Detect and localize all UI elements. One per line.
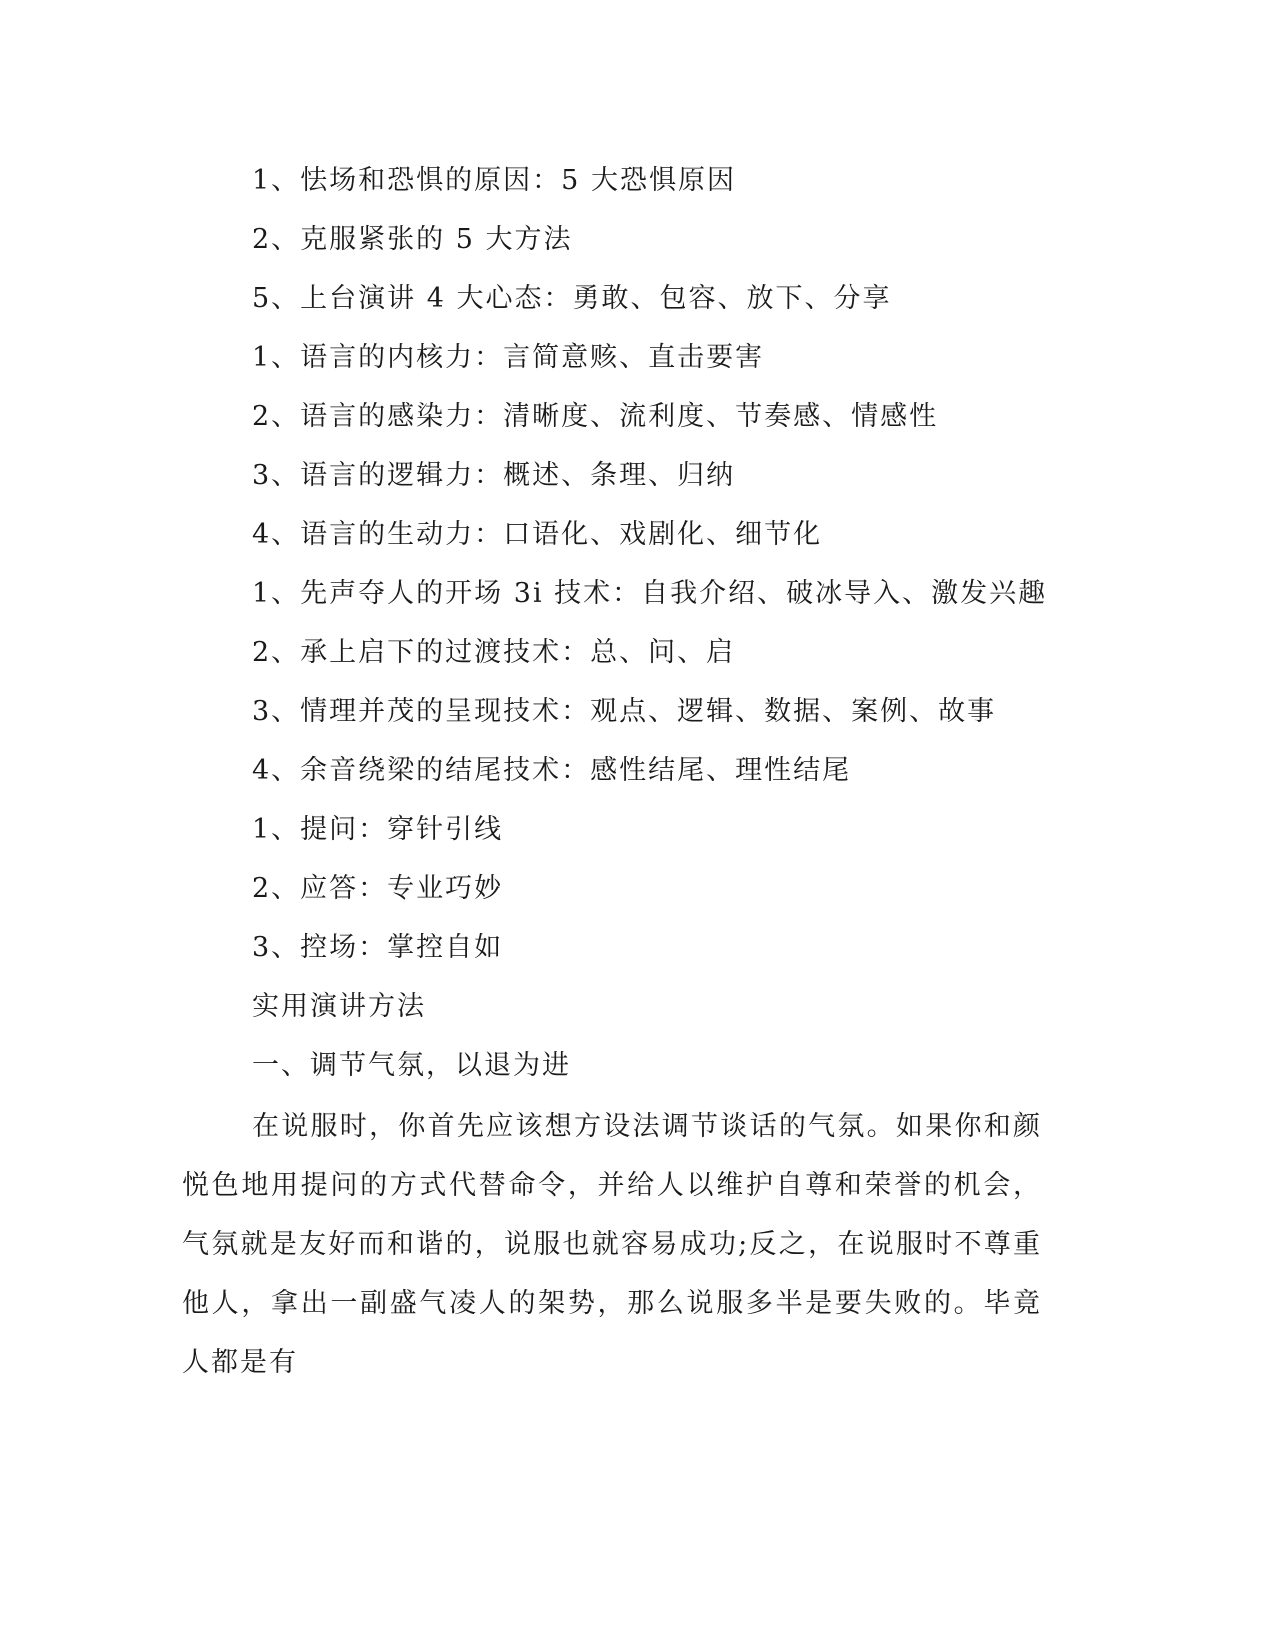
outline-list <box>252 160 1072 1104</box>
outline-line: 5、上台演讲 4 大心态：勇敢、包容、放下、分享 <box>252 283 892 314</box>
outline-line: 3、控场：掌控自如 <box>252 932 504 963</box>
outline-line: 1、先声夺人的开场 3i 技术：自我介绍、破冰导入、激发兴趣 <box>252 578 1048 609</box>
section-heading: 实用演讲方法 <box>252 991 426 1022</box>
outline-line: 4、余音绕梁的结尾技术：感性结尾、理性结尾 <box>252 755 852 786</box>
outline-line: 3、语言的逻辑力：概述、条理、归纳 <box>252 460 736 491</box>
outline-line: 2、应答：专业巧妙 <box>252 873 504 904</box>
outline-line: 2、克服紧张的 5 大方法 <box>252 224 573 255</box>
outline-line: 1、怯场和恐惧的原因：5 大恐惧原因 <box>252 165 736 196</box>
outline-line: 3、情理并茂的呈现技术：观点、逻辑、数据、案例、故事 <box>252 696 997 727</box>
outline-line: 2、承上启下的过渡技术：总、问、启 <box>252 637 736 668</box>
outline-line: 4、语言的生动力：口语化、戏剧化、细节化 <box>252 519 823 550</box>
subsection-heading: 一、调节气氛，以退为进 <box>252 1050 571 1081</box>
body-paragraph: 在说服时，你首先应该想方设法调节谈话的气氛。如果你和颜悦色地用提问的方式代替命令，并给人以维护自尊和荣誉的机会，气氛就是友好而和谐的，说服也就容易成功;反之，在说服时不尊重他人，拿出一副盛气凌人的架势，那么说服多半是要失败的。毕竟人都是有 <box>182 1111 1042 1378</box>
outline-line: 1、语言的内核力：言简意赅、直击要害 <box>252 342 765 373</box>
outline-line: 2、语言的感染力：清晰度、流利度、节奏感、情感性 <box>252 401 939 432</box>
outline-line: 1、提问：穿针引线 <box>252 814 504 845</box>
